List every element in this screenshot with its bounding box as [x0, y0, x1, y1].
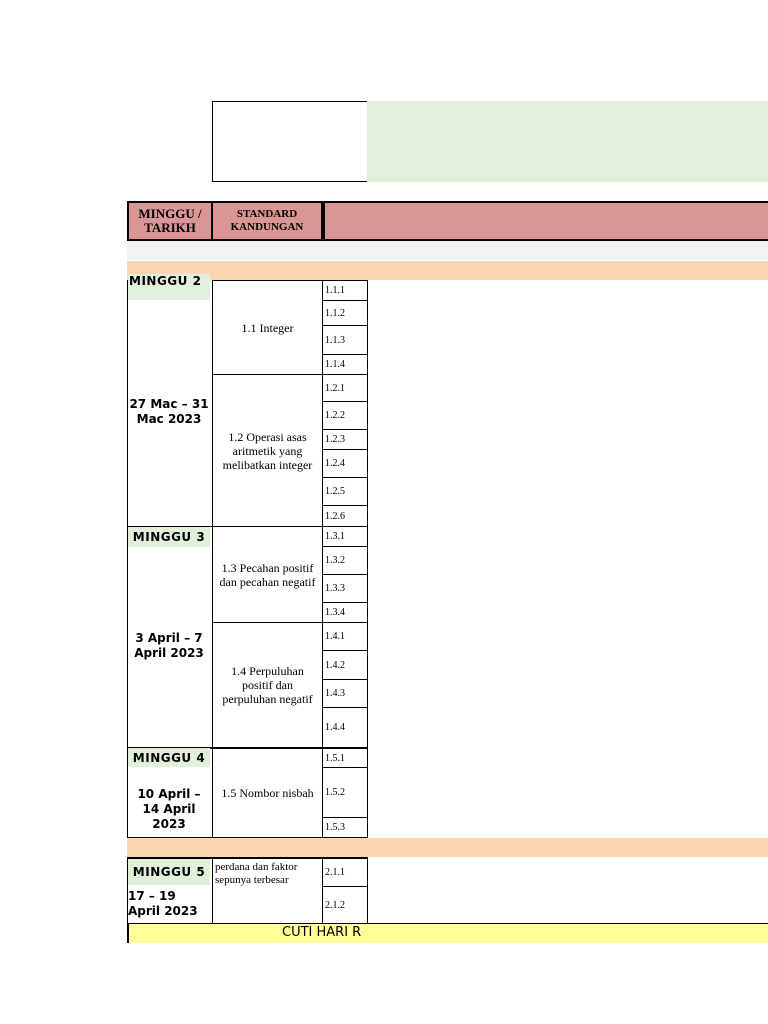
code-1-5-2: 1.5.2 [322, 767, 368, 818]
standard-1-3: 1.3 Pecahan positif dan pecahan negatif [212, 526, 323, 623]
week-3-label: MINGGU 3 [128, 527, 210, 547]
header-fill [323, 201, 768, 241]
code-1-4-2: 1.4.2 [322, 650, 368, 680]
week-4-date: 10 April – 14 April 2023 [137, 787, 201, 831]
code-2-1-1: 2.1.1 [322, 857, 368, 887]
code-1-1-3: 1.1.3 [322, 325, 368, 355]
code-1-1-4: 1.1.4 [322, 354, 368, 375]
code-1-2-4: 1.2.4 [322, 449, 368, 478]
week-3-date: 3 April – 7 April 2023 [134, 631, 204, 660]
code-1-3-3: 1.3.3 [322, 574, 368, 603]
code-1-3-1: 1.3.1 [322, 526, 368, 547]
code-1-2-2: 1.2.2 [322, 401, 368, 430]
code-1-2-5: 1.2.5 [322, 477, 368, 506]
standard-1-5: 1.5 Nombor nisbah [212, 747, 323, 838]
holiday-label: CUTI HARI R [282, 925, 362, 940]
code-1-5-3: 1.5.3 [322, 817, 368, 838]
week-4-label: MINGGU 4 [128, 748, 210, 767]
code-1-3-4: 1.3.4 [322, 602, 368, 623]
code-1-2-3: 1.2.3 [322, 429, 368, 450]
code-1-2-6: 1.2.6 [322, 505, 368, 527]
code-1-1-1: 1.1.1 [322, 280, 368, 301]
holiday-row [127, 923, 768, 943]
week-2-label: MINGGU 2 [128, 274, 210, 300]
code-1-1-2: 1.1.2 [322, 300, 368, 326]
code-1-5-1: 1.5.1 [322, 747, 368, 768]
peach-band-top [127, 261, 768, 280]
standard-1-2: 1.2 Operasi asas aritmetik yang melibatkan integer [212, 374, 323, 527]
week-5-date: 17 – 19 April 2023 [128, 889, 198, 918]
week-2-date: 27 Mac – 31 Mac 2023 [129, 397, 209, 426]
code-1-4-1: 1.4.1 [322, 622, 368, 651]
code-1-4-4: 1.4.4 [322, 707, 368, 748]
code-1-3-2: 1.3.2 [322, 546, 368, 575]
title-box-fill [367, 101, 768, 182]
header-minggu-tarikh: MINGGU / TARIKH [127, 201, 213, 241]
code-2-1-2: 2.1.2 [322, 886, 368, 924]
header-standard-kandungan: STANDARD KANDUNGAN [211, 201, 323, 241]
title-box-left [212, 101, 368, 182]
standard-1-4: 1.4 Perpuluhan positif dan perpuluhan negatif [212, 622, 323, 748]
peach-band-middle [127, 838, 768, 857]
code-1-4-3: 1.4.3 [322, 679, 368, 708]
grey-band [127, 241, 768, 260]
week-5-label: MINGGU 5 [128, 859, 210, 885]
standard-1-1: 1.1 Integer [212, 280, 323, 375]
standard-2-1: perdana dan faktor sepunya terbesar [212, 857, 323, 924]
code-1-2-1: 1.2.1 [322, 374, 368, 402]
